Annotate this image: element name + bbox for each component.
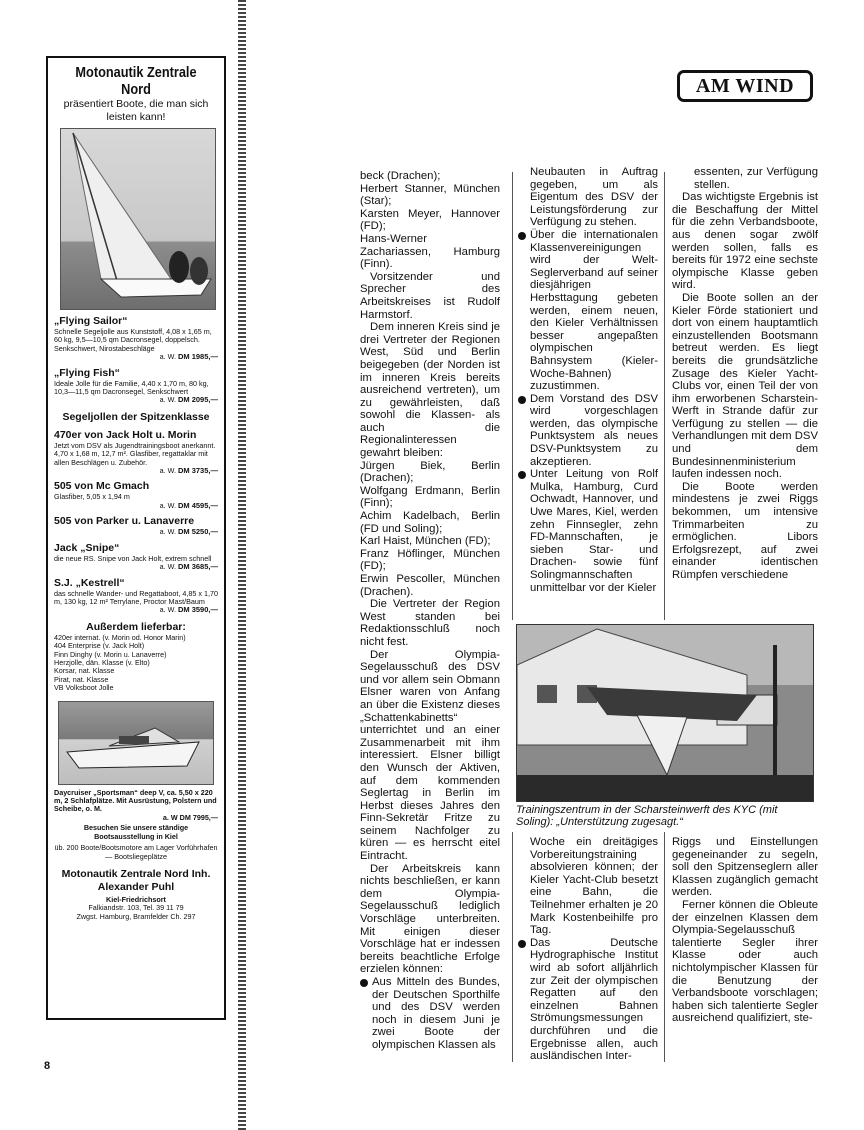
article-column-2 — [518, 166, 658, 594]
paragraph: Ferner können die Obleute der einzelnen Klassen dem Olympia-Segelausschuß talentierte Segler ihrer Klasse oder auch nichtolympischer Klassen für die Benutzung der Verbandsboote vorschlagen; haben sich talentierte Segler ausreichend qualifiziert, ste- — [672, 898, 818, 1025]
product-name: S.J. „Kestrell“ — [54, 576, 125, 589]
paragraph: Woche ein dreitägiges Vorbereitungstraining absolvieren können; der Kieler Yacht-Club besetzt eine Bahn, die Teilnehmer erhalten je 20 Mark Kostenbeihilfe pro Tag. — [530, 836, 658, 937]
paragraph: Der Arbeitskreis kann nichts beschließen, er kann dem Olympia-Segelausschuß lediglich Vorschläge unterbreiten. Mit einigen dieser Vorschläge hat er indessen bereits beachtliche Erfolge erzielen können: — [360, 862, 500, 976]
ad-branch-address: Zwgst. Hamburg, Bramfelder Ch. 297 — [76, 911, 196, 921]
price-value: DM 3590,— — [177, 605, 218, 615]
product-description: Schnelle Segeljolle aus Kunststoff, 4,08 x 1,65 m, 60 kg, 9,5—10,5 qm Dacronsegel, doppelsch. Senkschwert, Nirostabeschläge — [54, 327, 212, 353]
advertisement-box — [46, 56, 226, 1020]
product-description: Glasfiber, 5,05 x 1,94 m — [54, 492, 130, 502]
product-505-mcgmach — [54, 480, 218, 510]
paragraph: Jürgen Biek, Berlin (Drachen); — [360, 459, 500, 485]
product-price — [54, 353, 218, 361]
also-available-heading: Außerdem lieferbar: — [86, 620, 186, 633]
page-number: 8 — [44, 1060, 51, 1072]
column-separator — [512, 172, 513, 620]
product-price — [54, 563, 218, 571]
price-prefix: a. W. — [159, 395, 176, 405]
price-value: DM 1985,— — [177, 352, 218, 362]
product-price — [54, 606, 218, 614]
product-name: 505 von Parker u. Lanaverre — [54, 515, 195, 528]
product-description: die neue RS. Snipe von Jack Holt, extrem schnell — [54, 553, 212, 563]
price-value: DM 3735,— — [177, 466, 218, 476]
article-column-3 — [672, 166, 818, 582]
product-jack-snipe — [54, 542, 218, 572]
daycruiser-photo — [58, 701, 214, 785]
bullet-paragraph: Dem Vorstand des DSV wird vorgeschlagen werden, das olympische Punktsystem als neues DSV-Punktsystem zu akzeptieren. — [518, 393, 658, 469]
daycruiser-price: a. W DM 7995,— — [162, 812, 218, 822]
product-price — [54, 502, 218, 510]
ad-title: Motonautik Zentrale Nord — [75, 64, 197, 98]
ad-address: Falkiandstr. 103, Tel. 39 11 79 — [88, 903, 184, 913]
list-item: Finn Dinghy (v. Morin u. Lanaverre) — [54, 649, 167, 659]
product-name: 470er von Jack Holt u. Morin — [54, 428, 197, 441]
bullet-paragraph: Aus Mitteln des Bundes, der Deutschen Sporthilfe und des DSV werden noch in diesem Juni je zwei Boote der olympischen Klassen als — [360, 976, 500, 1052]
product-flying-fish — [54, 367, 218, 405]
paragraph: Dem inneren Kreis sind je drei Vertreter der Regionen West, Süd und Berlin beigegeben (der Norden ist im inneren Kreis bereits ausreichend vertreten), um zu gewährleisten, daß sowohl die Klassen- als auch die Regionalinteressen gewahrt bleiben: — [360, 321, 500, 460]
paragraph: essenten, zur Verfügung stellen. — [694, 166, 818, 191]
paragraph: Erwin Pescoller, München (Drachen). — [360, 573, 500, 598]
am-wind-logo: AM WIND — [677, 70, 813, 102]
bullet-paragraph: Unter Leitung von Rolf Mulka, Hamburg, Curd Ochwadt, Hannover, und Uwe Mares, Kiel, werden zehn Finnsegler, zehn FD-Mannschaften, je sieben Star- und Drachen- sowie fünf Solingmannschaften unmittelbar vor der Kieler — [518, 468, 658, 594]
paragraph: Riggs und Einstellungen gegeneinander zu segeln, soll den Spitzenseglern aller Klassen zugänglich gemacht werden. — [672, 836, 818, 899]
paragraph: Vorsitzender und Sprecher des Arbeitskreises ist Rudolf Harmstorf. — [360, 270, 500, 321]
photo-caption: Trainingszentrum in der Scharsteinwerft des KYC (mit Soling): „Unterstützung zugesagt.“ — [516, 804, 778, 829]
product-name: Jack „Snipe“ — [54, 541, 120, 554]
paragraph: Neubauten in Auftrag gegeben, um als Eigentum des DSV der Leistungsförderung zur Verfügung zu stehen. — [530, 166, 658, 229]
paragraph: Der Olympia-Segelausschuß des DSV und vor allem sein Obmann Elsner waren von Anfang an über die Existenz dieses „Schattenkabinetts“ unterrichtet und an einer Zusammenarbeit mit ihm interessiert. Elsner billigt den Wunsch der Aktiven, auf dem kommenden Seglertag in Berlin im Herbst dieses Jahres den Finn-Sekretär Fritze zu seinem Nachfolger zu küren — es herrscht eitel Eintracht. — [360, 648, 500, 863]
paragraph: Hans-Werner Zachariassen, Hamburg (Finn). — [360, 232, 500, 271]
product-description: das schnelle Wander- und Regattaboot, 4,85 x 1,70 m, 130 kg, 12 m² Terrylane, Proctor Mast/Baum — [54, 588, 218, 606]
article-column-2-bottom — [518, 836, 658, 1063]
sailboat-photo — [60, 128, 216, 310]
product-470er — [54, 429, 218, 476]
price-value: DM 4595,— — [177, 500, 218, 510]
article-column-3-bottom — [672, 836, 818, 1025]
product-kestrell — [54, 577, 218, 615]
price-prefix: a. W. — [159, 527, 176, 537]
daycruiser-description: Daycruiser „Sportsman“ deep V, ca. 5,50 x 220 m, 2 Schlafplätze. Mit Ausrüstung, Polstern und Scheibe, o. M. — [54, 787, 217, 814]
shipyard-illustration — [517, 625, 814, 802]
paragraph: Achim Kadelbach, Berlin (FD und Soling); — [360, 510, 500, 535]
product-price — [54, 528, 218, 536]
ad-footer-name: Motonautik Zentrale Nord Inh. Alexander Puhl — [61, 867, 211, 893]
also-available-list — [54, 634, 218, 693]
product-505-parker — [54, 515, 218, 536]
motorboat-illustration — [59, 702, 214, 785]
price-prefix: a. W. — [159, 605, 176, 615]
paragraph: Das wichtigste Ergebnis ist die Beschaffung der Mittel für die zehn Verbandsboote, aus denen sogar zwölf werden sollen, falls es bereits für 1972 eine sechste olympische Klasse geben wird. — [672, 191, 818, 292]
paragraph: Die Boote sollen an der Kieler Förde stationiert und dort von einem hauptamtlich einzustellenden Bootsmann betreut werden. Es liegt bereits die grundsätzliche Zusage des Kieler Yacht-Clubs vor, einen Teil der von ihm erworbenen Scharstein-Werft in Strande dafür zur Verfügung zu stellen — die Verhandlungen mit dem DSV und dem Bundesinnenministerium laufen indessen noch. — [672, 291, 818, 481]
paragraph: Wolfgang Erdmann, Berlin (Finn); — [360, 484, 500, 510]
section-heading: Segeljollen der Spitzenklasse — [62, 410, 210, 423]
list-item: 404 Enterprise (v. Jack Holt) — [54, 641, 145, 651]
shipyard-photo — [516, 624, 814, 802]
price-prefix: a. W. — [159, 562, 176, 572]
bullet-paragraph: Das Deutsche Hydrographische Institut wird ab sofort alljährlich zur Zeit der olympischen Regatten auf den einzelnen Bahnen Strömungsmessungen durchführen und die Ergebnisse allen, auch ausländischen Inter- — [518, 937, 658, 1063]
column-separator — [512, 832, 513, 1062]
product-price — [54, 467, 218, 475]
paragraph: Die Vertreter der Region West standen bei Redaktionsschluß noch nicht fest. — [360, 598, 500, 648]
ad-city: Kiel-Friedrichsort — [106, 894, 166, 904]
product-price — [54, 396, 218, 404]
price-prefix: a. W. — [159, 500, 176, 510]
product-name: 505 von Mc Gmach — [54, 480, 150, 493]
product-name: „Flying Fish“ — [54, 366, 120, 379]
stock-note: üb. 200 Boote/Bootsmotore am Lager Vorführhafen — Bootsliegeplätze — [54, 843, 218, 861]
price-value: DM 2095,— — [177, 395, 218, 405]
product-description: Jetzt vom DSV als Jugendtrainingsboot anerkannt. 4,70 x 1,68 m, 12,7 m². Glasfiber, regattaklar mit allen Beschlägen u. Zubehör. — [54, 440, 216, 467]
sailboat-illustration — [61, 129, 216, 310]
price-value: DM 3685,— — [177, 562, 218, 572]
list-item: Pirat, nat. Klasse — [54, 674, 109, 684]
page-binding-edge — [238, 0, 246, 1130]
paragraph: Karl Haist, München (FD); — [360, 535, 491, 548]
column-separator — [664, 172, 665, 620]
product-description: Ideale Jolle für die Familie, 4,40 x 1,70 m, 80 kg, 10,3—11,5 qm Dacronsegel, Senkschwert — [54, 378, 209, 397]
list-item: Herzjolle, dän. Klasse (v. Elto) — [54, 657, 150, 667]
price-value: DM 5250,— — [177, 527, 218, 537]
list-item: Korsar, nat. Klasse — [54, 666, 115, 676]
price-prefix: a. W. — [159, 466, 176, 476]
list-item: 420er internat. (v. Morin od. Honor Marin) — [54, 632, 186, 642]
product-name: „Flying Sailor“ — [54, 315, 128, 327]
column-separator — [664, 832, 665, 1062]
bullet-paragraph: Über die internationalen Klassenvereinigungen wird der Welt-Seglerverband auf seiner diesjährigen Herbsttagung gebeten werden, einem neuen, den Kieler Verhältnissen besser angepaßten olympischen Bahnsystem (Kieler-Woche-Bahnen) zuzustimmen. — [518, 229, 658, 393]
paragraph: Karsten Meyer, Hannover (FD); — [360, 207, 500, 233]
ad-subtitle: präsentiert Boote, die man sich leisten kann! — [63, 98, 209, 123]
paragraph: beck (Drachen); — [360, 170, 441, 182]
paragraph: Die Boote werden mindestens je zwei Riggs bekommen, um intensive Trimmarbeiten zu ermöglichen. Libors Erfolgsrezept, auf zwei einander identischen Rümpfen verschiedene — [672, 480, 818, 581]
paragraph: Franz Höflinger, München (FD); — [360, 547, 500, 573]
price-prefix: a. W. — [159, 352, 176, 362]
list-item: VB Volksboot Jolle — [54, 683, 114, 693]
showroom-note: Besuchen Sie unsere ständige Bootsausstellung in Kiel — [83, 823, 189, 841]
product-flying-sailor — [54, 315, 218, 362]
article-column-1 — [360, 170, 500, 1052]
paragraph: Herbert Stanner, München (Star); — [360, 182, 500, 208]
